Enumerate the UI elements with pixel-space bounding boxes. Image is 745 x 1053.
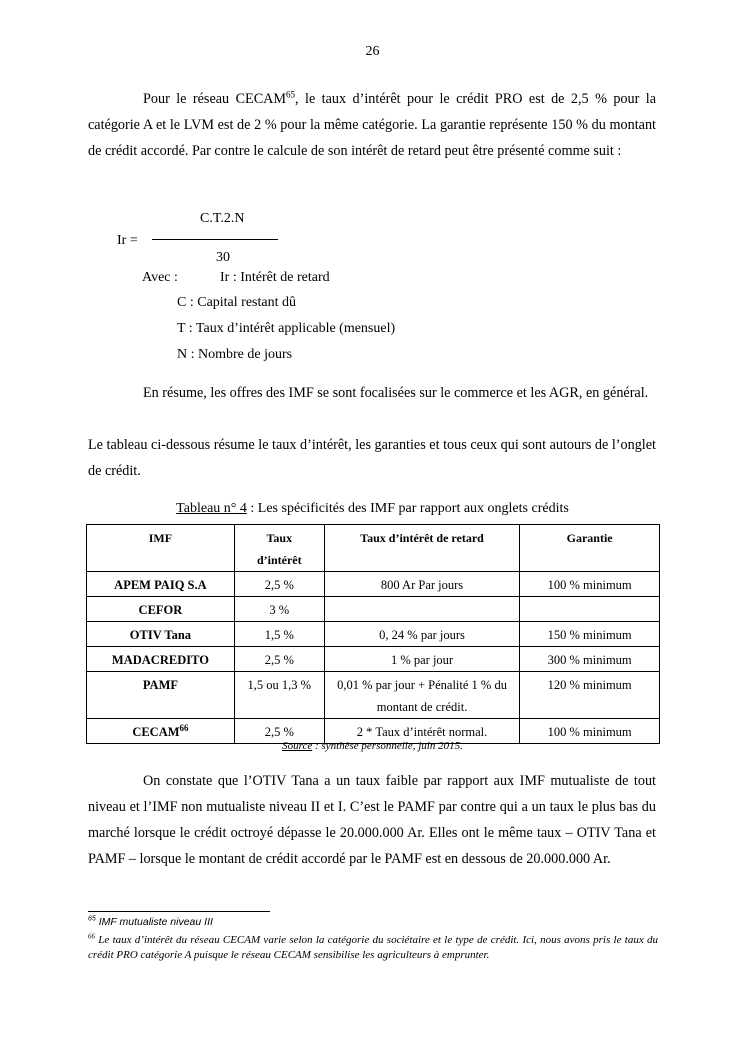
cell-imf: APEM PAIQ S.A: [87, 572, 235, 597]
cell-garantie: 150 % minimum: [520, 622, 660, 647]
cell-imf: PAMF: [87, 672, 235, 719]
footnote-66: [88, 933, 658, 963]
table-caption-text: : Les spécificités des IMF par rapport aux onglets crédits: [246, 501, 569, 516]
cell-retard: 800 Ar Par jours: [324, 572, 520, 597]
header-taux: Taux d’intérêt: [234, 525, 324, 572]
header-imf: IMF: [87, 525, 235, 572]
table-caption-label: Tableau n° 4: [176, 501, 247, 516]
cell-retard: 2 * Taux d’intérêt normal.: [324, 719, 520, 744]
cell-retard: 0,01 % par jour + Pénalité 1 % du montant de crédit.: [324, 672, 520, 719]
cell-taux: 2,5 %: [234, 719, 324, 744]
table-source-label: Source: [282, 740, 313, 752]
footnote-66-text: Le taux d’intérêt du réseau CECAM varie selon la catégorie du sociétaire et le type de crédit. Ici, nous avons pris le taux du crédit PRO catégorie A puisque le réseau CECAM sensibilise les agriculteurs à emprunter.: [88, 934, 658, 961]
paragraph-cecam-part2: , le taux d’intérêt pour le crédit PRO est de 2,5 % pour la catégorie A et le LVM est de 2 % pour la même catégorie. La garantie représente 150 % du montant de crédit accordé. Par contre le calcule de son intérêt de retard peut être présenté comme suit :: [88, 91, 656, 159]
table-row: [87, 572, 660, 597]
formula-numerator: C.T.2.N: [200, 211, 245, 226]
formula-definition-t: T : Taux d’intérêt applicable (mensuel): [177, 321, 396, 336]
cell-taux: 1,5 %: [234, 622, 324, 647]
cell-garantie: 100 % minimum: [520, 572, 660, 597]
cell-taux: 2,5 %: [234, 647, 324, 672]
formula-avec-label: Avec :: [142, 270, 178, 285]
footnote-65-text: IMF mutualiste niveau III: [95, 916, 213, 928]
cell-taux: 1,5 ou 1,3 %: [234, 672, 324, 719]
footnote-ref-66: 66: [179, 722, 189, 733]
formula-label: Ir =: [117, 233, 138, 248]
formula-definition-n: N : Nombre de jours: [177, 347, 293, 362]
paragraph-cecam: [88, 86, 656, 164]
footnote-66-number: 66: [88, 932, 95, 941]
footnote-65: [88, 916, 213, 928]
cell-imf: MADACREDITO: [87, 647, 235, 672]
table-header-row: [87, 525, 660, 572]
formula-denominator: 30: [216, 250, 230, 265]
header-garantie: Garantie: [520, 525, 660, 572]
cell-garantie: 100 % minimum: [520, 719, 660, 744]
table-source: [0, 740, 745, 752]
cell-imf-name: CECAM: [132, 725, 180, 739]
formula-fraction-bar: [152, 239, 278, 240]
cell-retard: 1 % par jour: [324, 647, 520, 672]
cell-retard: [324, 597, 520, 622]
table-row: [87, 597, 660, 622]
table-source-text: : synthèse personnelle, juin 2015.: [312, 740, 463, 752]
paragraph-resume: En résume, les offres des IMF se sont focalisées sur le commerce et les AGR, en général.: [143, 385, 649, 401]
cell-taux: 2,5 %: [234, 572, 324, 597]
table-row: [87, 647, 660, 672]
footnote-separator: [88, 911, 270, 912]
footnote-ref-65: 65: [286, 89, 296, 100]
page-number: 26: [365, 44, 380, 59]
paragraph-cecam-part1: Pour le réseau CECAM: [143, 91, 287, 107]
cell-retard: 0, 24 % par jours: [324, 622, 520, 647]
cell-garantie: [520, 597, 660, 622]
footnote-65-number: 65: [88, 915, 96, 923]
cell-imf: OTIV Tana: [87, 622, 235, 647]
formula-definition-c: C : Capital restant dû: [177, 295, 296, 310]
table-row: [87, 672, 660, 719]
cell-garantie: 300 % minimum: [520, 647, 660, 672]
cell-garantie: 120 % minimum: [520, 672, 660, 719]
paragraph-constat: On constate que l’OTIV Tana a un taux faible par rapport aux IMF mutualiste de tout niveau et l’IMF non mutualiste niveau II et I. C’est le PAMF par contre qui a un taux le plus bas du marché lorsque le crédit octroyé dépasse le 20.000.000 Ar. Elles ont le même taux – OTIV Tana et PAMF – lorsque le montant de crédit accordé par le PAMF est en dessous de 20.000.000 Ar.: [88, 773, 656, 867]
table-caption: [0, 501, 745, 517]
cell-imf: CEFOR: [87, 597, 235, 622]
imf-table: [86, 524, 660, 744]
table-row: [87, 622, 660, 647]
formula-definition-ir: Ir : Intérêt de retard: [220, 270, 330, 285]
paragraph-tableau-intro: Le tableau ci-dessous résume le taux d’intérêt, les garanties et tous ceux qui sont autours de l’onglet de crédit.: [88, 437, 656, 479]
cell-taux: 3 %: [234, 597, 324, 622]
header-retard: Taux d’intérêt de retard: [324, 525, 520, 572]
